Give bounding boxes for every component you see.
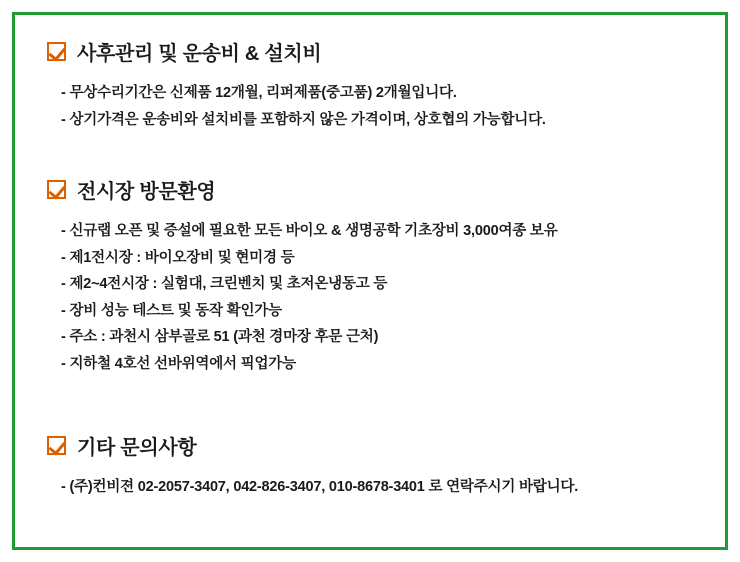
section-showroom-visit xyxy=(41,175,699,377)
list-item: - 무상수리기간은 신제품 12개월, 리퍼제품(중고품) 2개월입니다. xyxy=(61,85,457,101)
list-item: - 신규랩 오픈 및 증설에 필요한 모든 바이오 & 생명공학 기초장비 3,000여종 보유 xyxy=(61,223,558,239)
list-item: - (주)컨비젼 02-2057-3407, 042-826-3407, 010-8678-3401 로 연락주시기 바랍니다. xyxy=(61,479,579,495)
section-title: 사후관리 및 운송비 & 설치비 xyxy=(77,43,322,65)
check-box-icon xyxy=(47,180,66,199)
section-after-service xyxy=(41,37,699,133)
section-title: 기타 문의사항 xyxy=(77,437,197,459)
list-item: - 장비 성능 테스트 및 동작 확인가능 xyxy=(61,302,282,319)
section-item-list xyxy=(41,218,699,377)
check-box-icon xyxy=(47,436,66,455)
bordered-content-frame xyxy=(12,12,728,550)
section-heading xyxy=(47,175,699,204)
check-box-icon xyxy=(47,42,66,61)
section-other-inquiries xyxy=(41,431,699,501)
list-item: - 지하철 4호선 선바위역에서 픽업가능 xyxy=(61,355,296,372)
section-item-list xyxy=(41,474,699,501)
section-title: 전시장 방문환영 xyxy=(77,181,216,203)
list-item: - 제2~4전시장 : 실험대, 크린벤치 및 초저온냉동고 등 xyxy=(61,276,388,292)
list-item: - 주소 : 과천시 삼부골로 51 (과천 경마장 후문 근처) xyxy=(61,329,379,345)
section-item-list xyxy=(41,80,699,133)
list-item: - 상기가격은 운송비와 설치비를 포함하지 않은 가격이며, 상호협의 가능합니다. xyxy=(61,111,546,128)
list-item: - 제1전시장 : 바이오장비 및 현미경 등 xyxy=(61,249,295,266)
section-heading xyxy=(47,37,699,66)
section-heading xyxy=(47,431,699,460)
